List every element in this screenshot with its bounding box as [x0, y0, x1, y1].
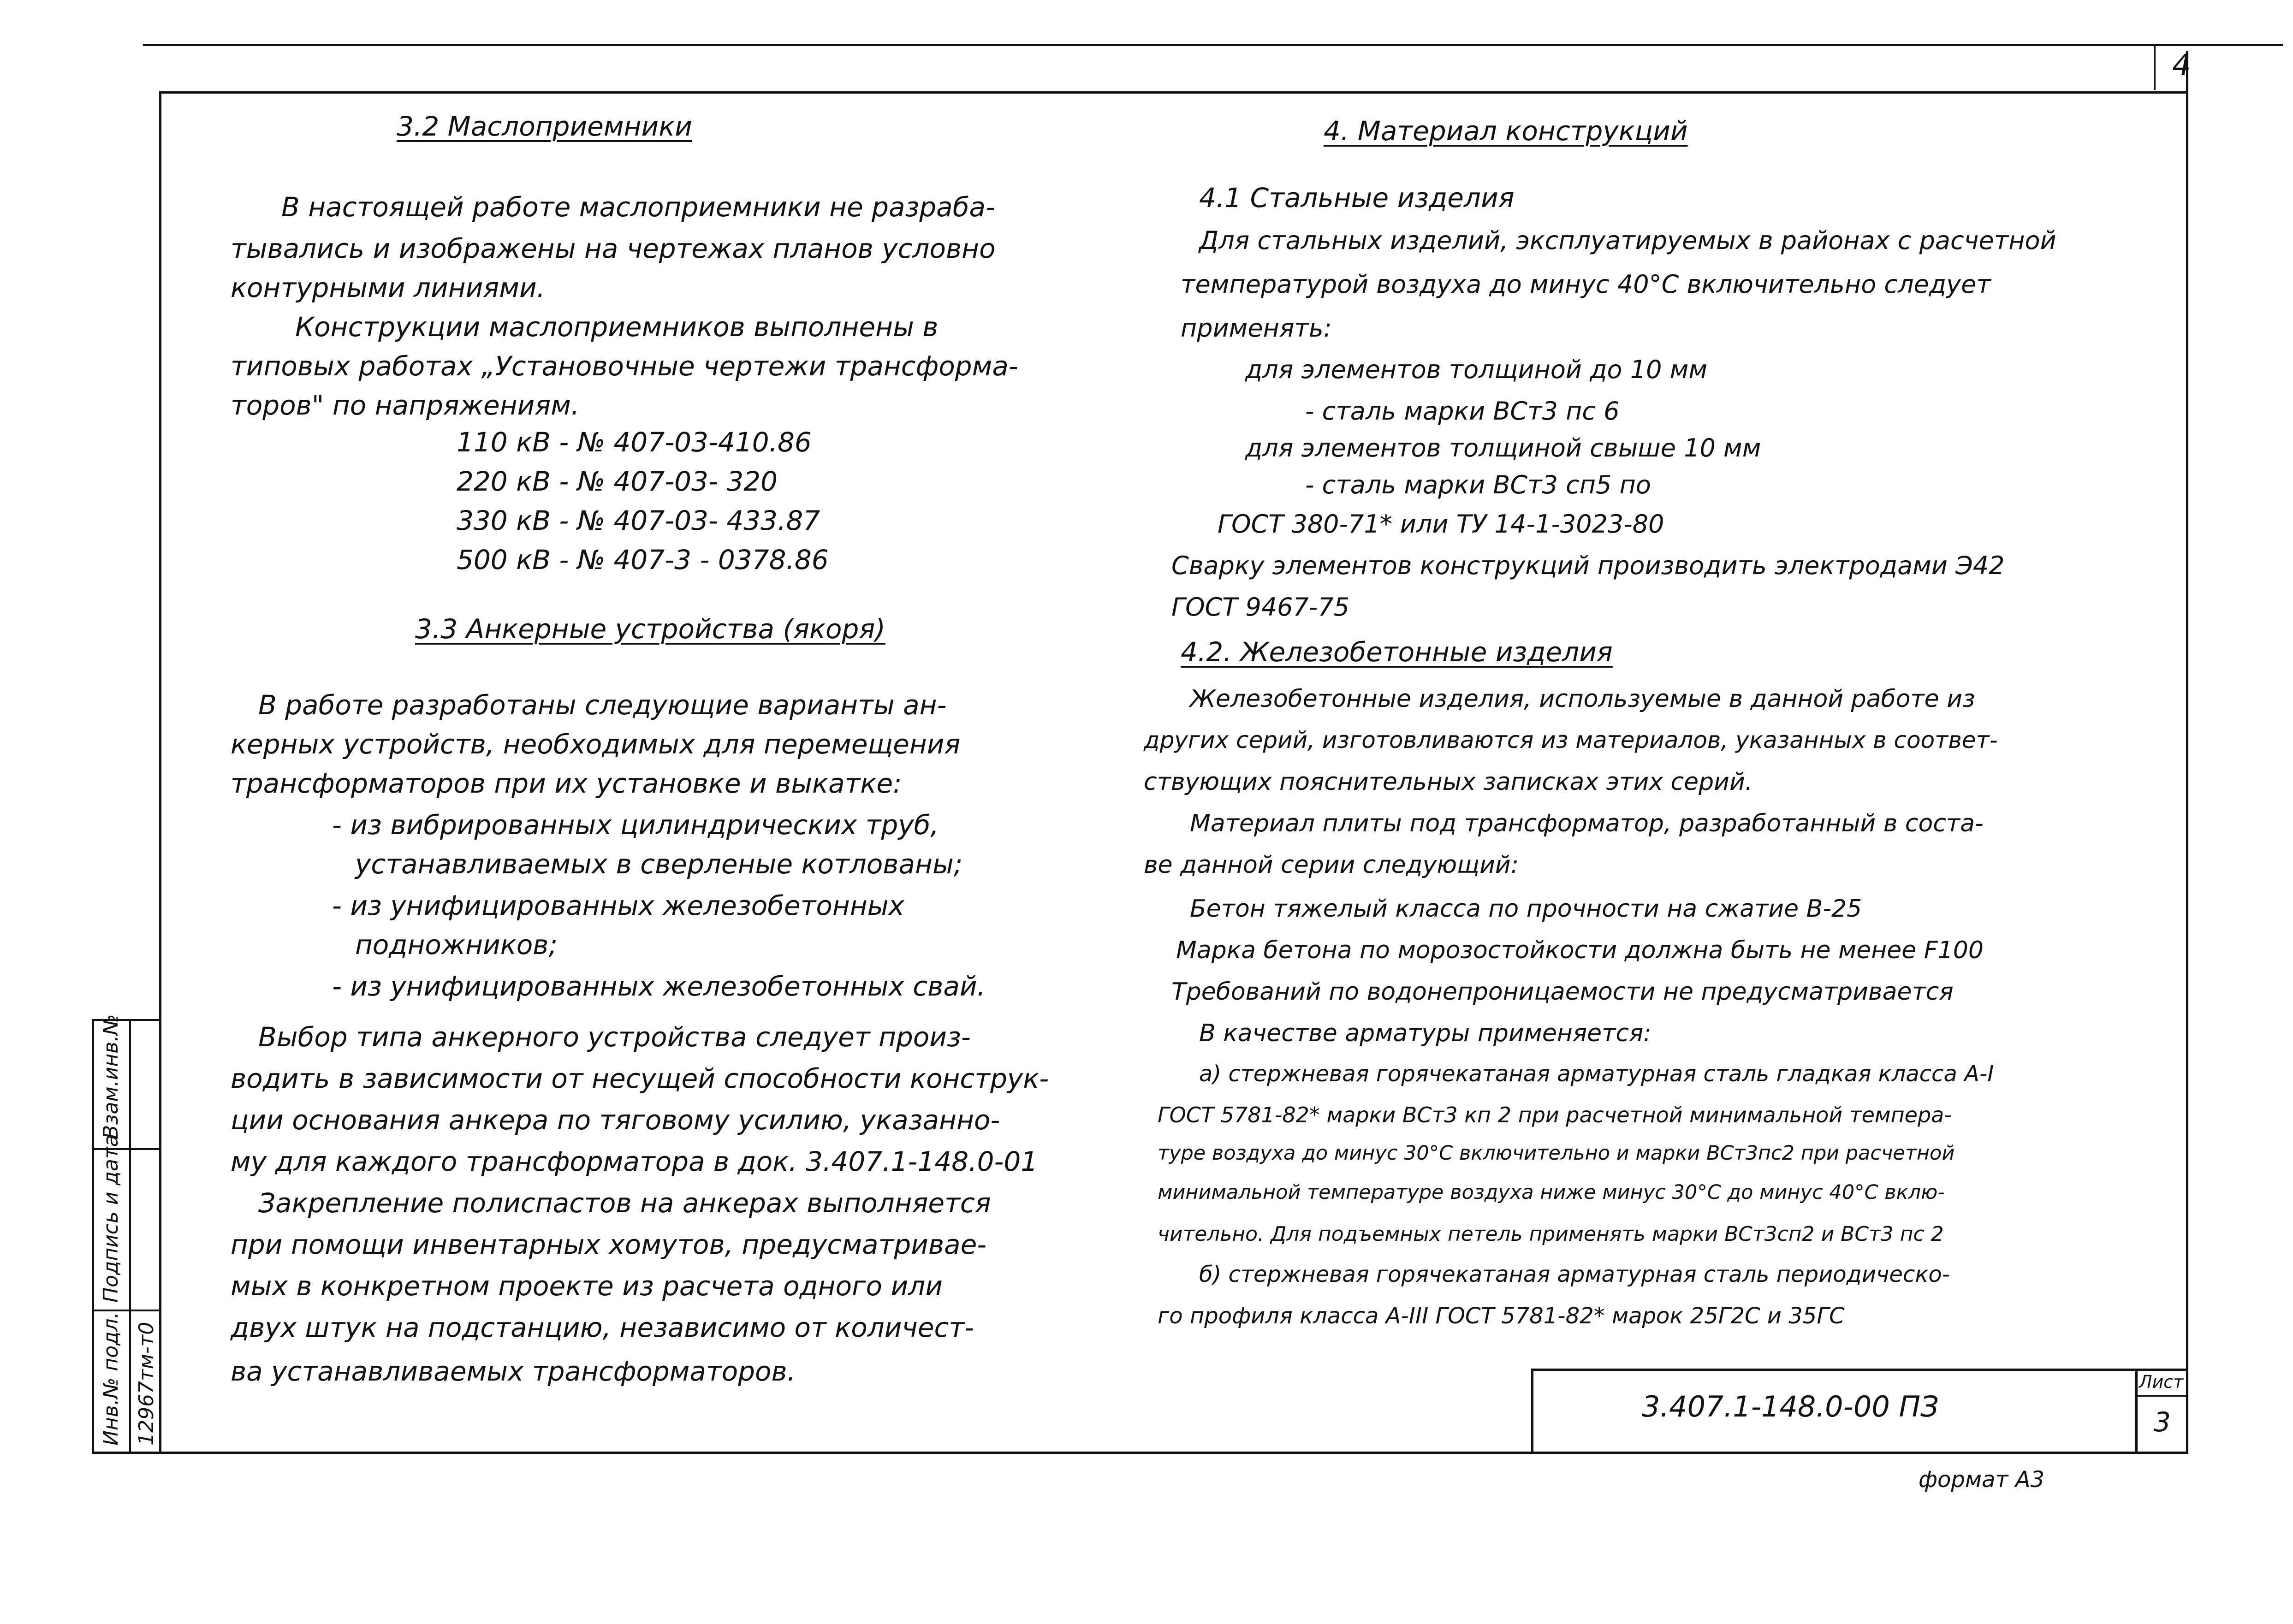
s41-line-2: применять: [1181, 314, 1332, 343]
stamp-top [1531, 1369, 2188, 1371]
s41-line-1: температурой воздуха до минус 40°С включительно следует [1181, 270, 1991, 299]
s33-line-2: трансформаторов при их установке и выкатке: [231, 768, 902, 799]
s33-line-6: подножников; [355, 929, 558, 960]
s33-line-12: Закрепление полиспастов на анкерах выполняется [258, 1187, 991, 1219]
s42-line-2: ствующих пояснительных записках этих серий. [1144, 768, 1753, 796]
page-number-box-left [2154, 46, 2156, 90]
side-vzam-label: Взам.инв.№ [99, 1014, 123, 1139]
s42-line-9: а) стержневая горячекатаная арматурная сталь гладкая класса А-I [1199, 1061, 1994, 1087]
s41-line-6: - сталь марки ВСт3 сп5 по [1305, 470, 1651, 499]
s42-line-4: ве данной серии следующий: [1144, 851, 1519, 879]
side-inv-podl-value: 12967тм-т0 [135, 1322, 158, 1446]
stamp-left [1531, 1369, 1533, 1454]
s41-line-0: Для стальных изделий, эксплуатируемых в районах с расчетной [1199, 226, 2056, 255]
frame-left [159, 91, 161, 1454]
s33-line-11: му для каждого трансформатора в док. 3.407.1-148.0-01 [231, 1146, 1038, 1177]
s42-line-13: чительно. Для подъемных петель применять марки ВСт3сп2 и ВСт3 пс 2 [1158, 1222, 1944, 1246]
s32-line-8: 330 кВ - № 407-03- 433.87 [457, 505, 820, 536]
s33-line-16: ва устанавливаемых трансформаторов. [231, 1356, 796, 1387]
s33-line-1: керных устройств, необходимых для перемещения [231, 729, 961, 760]
frame-right [2186, 51, 2188, 1454]
s41-line-7: ГОСТ 380-71* или ТУ 14-1-3023-80 [1218, 510, 1664, 539]
top-rule [143, 44, 2283, 46]
side-inv-podl-label: Инв.№ подл. [99, 1312, 123, 1446]
frame-bottom [92, 1452, 2188, 1454]
s33-line-7: - из унифицированных железобетонных свай. [332, 971, 986, 1002]
s41-line-3: для элементов толщиной до 10 мм [1245, 355, 1708, 384]
s41-line-4: - сталь марки ВСт3 пс 6 [1305, 397, 1620, 426]
s32-line-4: типовых работах „Установочные чертежи трансформа- [231, 350, 1018, 382]
s42-line-14: б) стержневая горячекатаная арматурная сталь периодическо- [1199, 1262, 1950, 1287]
s42-line-12: минимальной температуре воздуха ниже минус 30°С до минус 40°С вклю- [1158, 1181, 1945, 1204]
s32-line-2: контурными линиями. [231, 272, 546, 303]
s42-line-6: Марка бетона по морозостойкости должна быть не менее F100 [1176, 936, 1984, 964]
s33-line-5: - из унифицированных железобетонных [332, 890, 904, 921]
s32-line-6: 110 кВ - № 407-03-410.86 [457, 427, 812, 458]
s33-line-3: - из вибрированных цилиндрических труб, [332, 809, 939, 841]
s41-line-9: ГОСТ 9467-75 [1171, 593, 1350, 622]
side-stamp-row-2 [92, 1310, 161, 1311]
stamp-sheet-number: 3 [2154, 1406, 2171, 1438]
frame-top [159, 91, 2188, 94]
s32-line-9: 500 кВ - № 407-3 - 0378.86 [457, 544, 829, 575]
stamp-sheet-divider [2135, 1395, 2188, 1397]
format-label: формат А3 [1919, 1467, 2045, 1493]
section-4-title: 4. Материал конструкций [1324, 115, 1688, 147]
s33-line-4: устанавливаемых в сверленые котлованы; [355, 848, 963, 880]
s32-line-1: тывались и изображены на чертежах планов условно [231, 233, 996, 264]
s33-line-15: двух штук на подстанцию, независимо от количест- [231, 1312, 974, 1343]
s33-line-9: водить в зависимости от несущей способности конструк- [231, 1063, 1049, 1094]
s42-line-10: ГОСТ 5781-82* марки ВСт3 кп 2 при расчетной минимальной темпера- [1158, 1102, 1952, 1127]
s42-line-15: го профиля класса А-III ГОСТ 5781-82* марок 25Г2С и 35ГС [1158, 1303, 1845, 1329]
sub-4-2-title: 4.2. Железобетонные изделия [1181, 636, 1613, 668]
page-number: 4 [2172, 48, 2191, 83]
s33-line-10: ции основания анкера по тяговому усилию, указанно- [231, 1104, 1000, 1136]
s42-line-7: Требований по водонепроницаемости не предусматривается [1171, 978, 1954, 1006]
s42-line-0: Железобетонные изделия, используемые в данной работе из [1190, 685, 1975, 713]
s32-line-3: Конструкции маслоприемников выполнены в [295, 311, 939, 343]
s33-line-14: мых в конкретном проекте из расчета одного или [231, 1270, 943, 1302]
s33-line-8: Выбор типа анкерного устройства следует произ- [258, 1021, 971, 1053]
s33-line-13: при помощи инвентарных хомутов, предусматривае- [231, 1229, 987, 1260]
s41-line-5: для элементов толщиной свыше 10 мм [1245, 433, 1761, 462]
s42-line-5: Бетон тяжелый класса по прочности на сжатие В-25 [1190, 895, 1862, 923]
side-sign-date-label: Подпись и дата [99, 1134, 123, 1303]
side-stamp-left [92, 1019, 94, 1454]
s32-line-5: торов" по напряжениям. [231, 390, 580, 421]
s32-line-7: 220 кВ - № 407-03- 320 [457, 466, 778, 497]
stamp-designation: 3.407.1-148.0-00 ПЗ [1642, 1390, 1939, 1423]
sub-4-1-title: 4.1 Стальные изделия [1199, 182, 1515, 213]
s42-line-1: других серий, изготовливаются из материалов, указанных в соответ- [1144, 727, 1998, 753]
stamp-divider [2135, 1369, 2138, 1454]
s42-line-11: туре воздуха до минус 30°С включительно и марки ВСт3пс2 при расчетной [1158, 1142, 1955, 1165]
s32-line-0: В настоящей работе маслоприемники не разраба- [281, 191, 995, 223]
s42-line-3: Материал плиты под трансформатор, разработанный в соста- [1190, 810, 1984, 837]
section-3-3-title: 3.3 Анкерные устройства (якоря) [415, 613, 885, 645]
section-3-2-title: 3.2 Маслоприемники [397, 111, 692, 142]
s41-line-8: Сварку элементов конструкций производить электродами Э42 [1171, 551, 2005, 580]
stamp-sheet-label: Лист [2139, 1372, 2184, 1392]
side-stamp-col [129, 1019, 131, 1454]
s42-line-8: В качестве арматуры применяется: [1199, 1019, 1651, 1047]
s33-line-0: В работе разработаны следующие варианты ан- [258, 689, 947, 721]
